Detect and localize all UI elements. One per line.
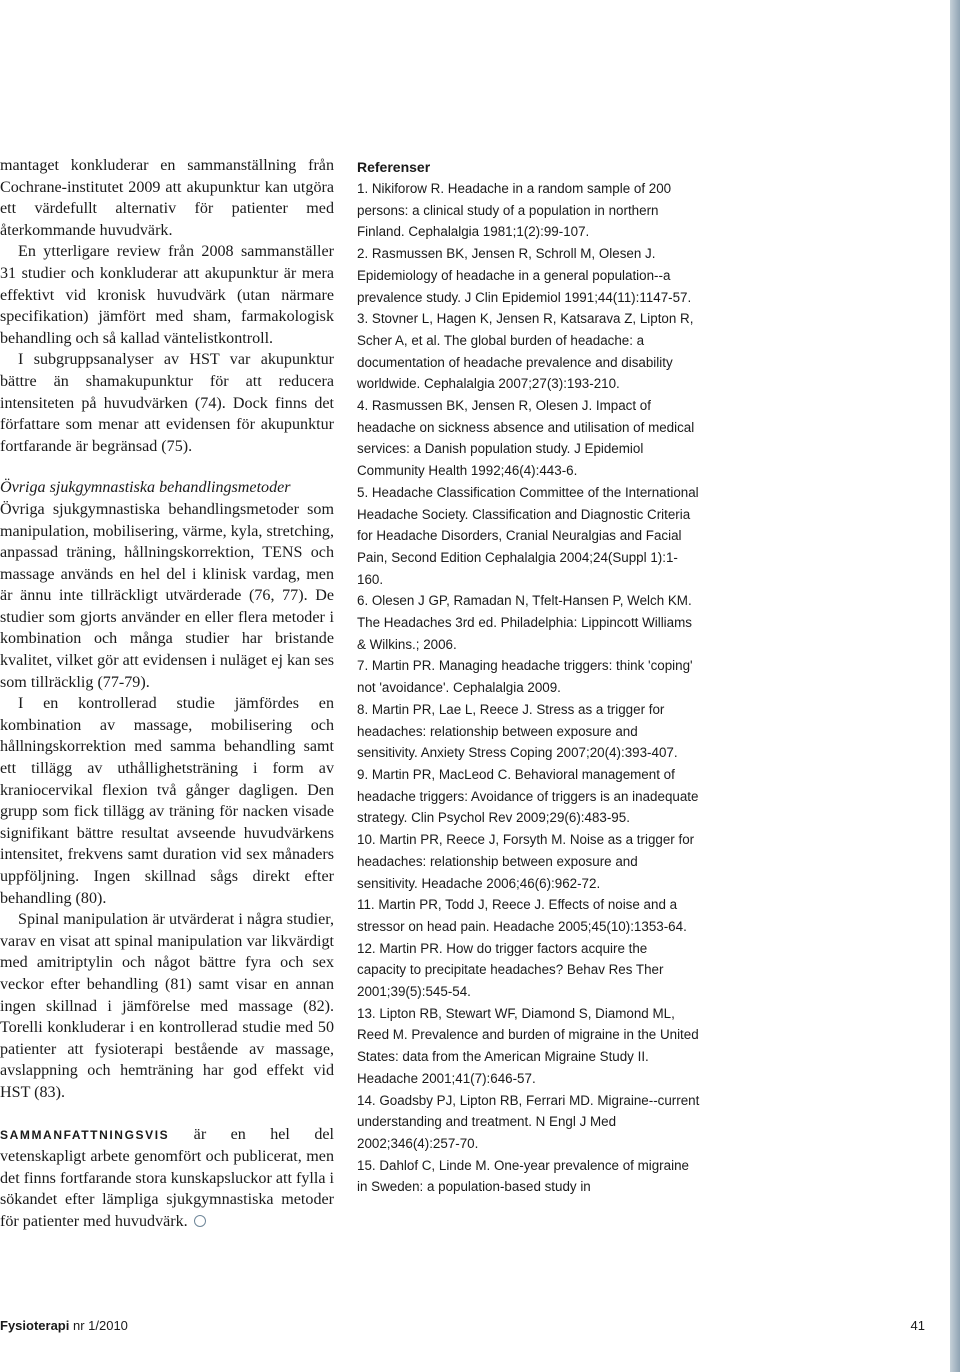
body-paragraph: I subgruppsanalyser av HST var akupunktur bättre än shamakupunktur för att reducera intensiteten på huvudvärken (74). Dock finns det författare som menar att evidensen för akupunktur fortfarande är begränsad (75). xyxy=(0,351,334,455)
reference-item: 14. Goadsby PJ, Lipton RB, Ferrari MD. Migraine--current understanding and treatment. N Engl J Med 2002;346(4):257-70. xyxy=(357,1092,700,1151)
reference-item: 2. Rasmussen BK, Jensen R, Schroll M, Olesen J. Epidemiology of headache in a general population--a prevalence study. J Clin Epidemiol 1991;44(11):1147-57. xyxy=(357,246,692,305)
page-footer xyxy=(0,1318,925,1333)
reference-list xyxy=(357,178,700,1198)
summary-text: är en hel del vetenskapligt arbete genomfört och publicerat, men det finns fortfarande stora kunskapsluckor att fylla i sökandet efter lämpliga sjukgymnastiska metoder för patienter med huvudvärk. xyxy=(0,1125,334,1230)
end-mark-icon xyxy=(194,1215,206,1227)
body-paragraph: En ytterligare review från 2008 sammanställer 31 studier och konkluderar att akupunktur är mera effektivt vid kronisk huvudvärk (utan närmare specifikation) jämfört med sham, farmakologisk behandling och så kallad väntelistkontroll. xyxy=(0,243,334,347)
reference-item: 13. Lipton RB, Stewart WF, Diamond S, Diamond ML, Reed M. Prevalence and burden of migraine in the United States: data from the American Migraine Study II. Headache 2001;41(7):646-57. xyxy=(357,1005,699,1086)
reference-item: 1. Nikiforow R. Headache in a random sample of 200 persons: a clinical study of a population in northern Finland. Cephalalgia 1981;1(2):99-107. xyxy=(357,181,672,240)
section-heading: Övriga sjukgymnastiska behandlingsmetoder xyxy=(0,479,291,497)
reference-item: 10. Martin PR, Reece J, Forsyth M. Noise as a trigger for headaches: relationship between exposure and sensitivity. Headache 2006;46(6):962-72. xyxy=(357,832,695,891)
reference-item: 11. Martin PR, Todd J, Reece J. Effects of noise and a stressor on head pain. Headache 2005;45(10):1353-64. xyxy=(357,897,687,934)
body-paragraph: mantaget konkluderar en sammanställning från Cochrane-institutet 2009 att akupunktur kan utgöra ett värdefullt alternativ för patienter med återkommande huvudvärk. xyxy=(0,157,334,239)
summary-lead: SAMMANFATTNINGSVIS xyxy=(0,1127,170,1142)
page-number: 41 xyxy=(910,1318,925,1333)
body-paragraph: I en kontrollerad studie jämfördes en kombination av massage, mobilisering och hållningskorrektion med samma behandling samt ett tillägg av uthållighetsträning i form av kraniocervikal flexion två gånger dagligen. Den grupp som fick tillägg av träning för nacken visade signifikant bättre resultat avseende huvudvärkens intensitet, frekvens samt duration vid sex månaders uppföljning. Ingen skillnad sågs direkt efter behandling (80). xyxy=(0,695,334,907)
references-column xyxy=(357,157,700,1198)
reference-item: 15. Dahlof C, Linde M. One-year prevalence of migraine in Sweden: a population-based study in xyxy=(357,1157,689,1195)
body-paragraph: Övriga sjukgymnastiska behandlingsmetoder som manipulation, mobilisering, värme, kyla, stretching, anpassad träning, hållningskorrektion, TENS och massage används en hel del i klinisk vardag, men är ännu inte tillräckligt utvärderade (76, 77). De studier som gjorts använder en eller flera metoder i kombination och många studier har bristande kvalitet, vilket gör att evidensen i nuläget ej kan ses som tillräcklig (77-79). xyxy=(0,500,334,691)
reference-item: 12. Martin PR. How do trigger factors acquire the capacity to precipitate headaches? Behav Res Ther 2001;39(5):545-54. xyxy=(357,940,664,1000)
reference-item: 3. Stovner L, Hagen K, Jensen R, Katsarava Z, Lipton R, Scher A, et al. The global burden of headache: a documentation of headache prevalence and disability worldwide. Cephalalgia 2007;27(3):193-210. xyxy=(357,311,694,392)
edge-stripe xyxy=(950,0,960,1372)
reference-item: 8. Martin PR, Lae L, Reece J. Stress as a trigger for headaches: relationship between exposure and sensitivity. Anxiety Stress Coping 2007;20(4):393-407. xyxy=(357,701,678,761)
reference-item: 7. Martin PR. Managing headache triggers: think 'coping' not 'avoidance'. Cephalalgia 2009. xyxy=(357,658,693,696)
references-heading: Referenser xyxy=(357,159,431,175)
reference-item: 4. Rasmussen BK, Jensen R, Olesen J. Impact of headache on sickness absence and utilisation of medical services: a Danish population study. J Epidemiol Community Health 1992;46(4):443-6. xyxy=(357,398,695,479)
journal-label xyxy=(0,1318,128,1333)
journal-issue: nr 1/2010 xyxy=(69,1318,128,1333)
body-column xyxy=(0,155,334,1233)
reference-item: 5. Headache Classification Committee of the International Headache Society. Classification and Diagnostic Criteria for Headache Disorders, Cranial Neuralgias and Facial Pain, Second Edition Cephalalgia 2004;24(Suppl 1):1-160. xyxy=(357,484,699,587)
reference-item: 9. Martin PR, MacLeod C. Behavioral management of headache triggers: Avoidance of triggers is an inadequate strategy. Clin Psychol Rev 2009;29(6):483-95. xyxy=(357,766,699,826)
body-paragraph: Spinal manipulation är utvärderat i några studier, varav en visat att spinal manipulation var likvärdigt med amitriptylin och något bättre fyra och sex veckor efter behandling (81) samt visar en annan ingen skillnad i jämförelse med massage (82). Torelli konkluderar i en kontrollerad studie med 50 patienter att fysioterapi bestående av massage, avslappning och hemträning har god effekt vid HST (83). xyxy=(0,911,334,1101)
journal-name: Fysioterapi xyxy=(0,1318,70,1333)
reference-item: 6. Olesen J GP, Ramadan N, Tfelt-Hansen P, Welch KM. The Headaches 3rd ed. Philadelphia: Lippincott Williams & Wilkins.; 2006. xyxy=(357,593,692,652)
summary-paragraph xyxy=(0,1124,334,1233)
